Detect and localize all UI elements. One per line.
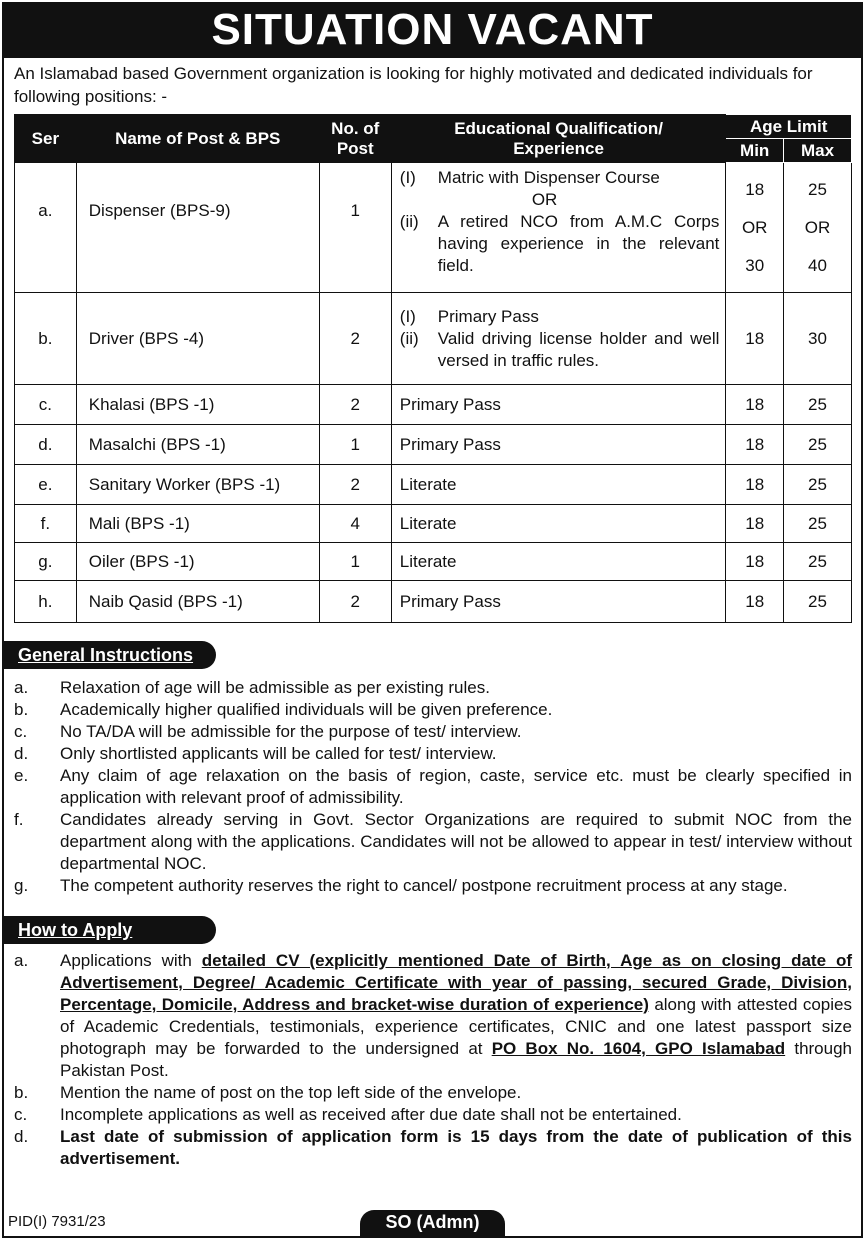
row-ser: e.	[15, 465, 77, 505]
list-item	[14, 677, 852, 699]
apply-a-cv-requirements: detailed CV (explicitly mentioned Date of Birth, Age as on closing date of Advertisement, Degree/ Academic Certificate with year of passing, secured Grade, Division, Percentage, Domicile, Address and bracket-wise duration of experience)	[60, 951, 852, 1014]
row-post-name: Sanitary Worker (BPS -1)	[76, 465, 319, 505]
qual-text: A retired NCO from A.M.C Corps having experience in the relevant field.	[437, 212, 720, 275]
table-row	[15, 425, 852, 465]
item-text: Candidates already serving in Govt. Sector Organizations are required to submit NOC from the department along with the applications. Candidates will not be allowed to appear in test/ interview without departmental NOC.	[60, 810, 852, 873]
qual-num: (ii)	[399, 212, 419, 231]
list-item	[14, 950, 852, 1082]
row-qualification: Literate	[391, 465, 726, 505]
item-text: Academically higher qualified individuals will be given preference.	[60, 700, 553, 719]
row-no-of-post: 2	[319, 385, 391, 425]
list-item	[14, 875, 852, 897]
item-text	[60, 950, 852, 1082]
row-age-max: 25	[784, 505, 852, 543]
item-label: e.	[14, 766, 29, 785]
row-post-name: Mali (BPS -1)	[76, 505, 319, 543]
item-label: d.	[14, 744, 29, 763]
apply-heading-text: How to Apply	[18, 920, 133, 940]
row-qualification: Primary Pass	[391, 385, 726, 425]
item-text: Last date of submission of application form is 15 days from the date of publication of this advertisement.	[60, 1127, 852, 1168]
item-text: Any claim of age relaxation on the basis of region, caste, service etc. must be clearly specified in application with relevant proof of admissibility.	[60, 766, 852, 807]
row-qualification: Primary Pass	[391, 581, 726, 623]
row-age-max	[784, 163, 852, 293]
item-label: a.	[14, 951, 29, 970]
row-ser: g.	[15, 543, 77, 581]
item-label: b.	[14, 1083, 29, 1102]
row-age-max: 30	[784, 293, 852, 385]
row-no-of-post: 1	[319, 543, 391, 581]
apply-a-mid: along with attested copies of Academic Credentials, testimonials, experience certificates, CNIC and one latest passport size photograph may be forwarded to the undersigned at	[60, 995, 852, 1058]
intro-text: An Islamabad based Government organization is looking for highly motivated and dedicated individuals for following positions: -	[14, 64, 813, 106]
item-label: a.	[14, 678, 29, 697]
item-text: Relaxation of age will be admissible as per existing rules.	[60, 678, 490, 697]
general-instructions-list	[14, 677, 852, 897]
age-value: 25	[808, 179, 827, 199]
row-post-name: Masalchi (BPS -1)	[76, 425, 319, 465]
row-ser: b.	[15, 293, 77, 385]
header-qualification	[391, 115, 726, 163]
table-row	[15, 543, 852, 581]
age-value: 40	[808, 255, 827, 275]
row-qualification: Literate	[391, 543, 726, 581]
item-text: Mention the name of post on the top left side of the envelope.	[60, 1083, 522, 1102]
header-min: Min	[726, 139, 784, 163]
age-value: 30	[745, 255, 765, 275]
header-qual-line1: Educational Qualification/	[454, 118, 663, 138]
row-age-max: 25	[784, 465, 852, 505]
row-ser: a.	[15, 163, 77, 293]
row-age-max: 25	[784, 581, 852, 623]
table-row	[15, 581, 852, 623]
row-age-min: 18	[726, 543, 784, 581]
row-ser: h.	[15, 581, 77, 623]
po-box-address: PO Box No. 1604, GPO Islamabad	[491, 1039, 786, 1058]
header-max: Max	[784, 139, 852, 163]
how-to-apply-list	[14, 950, 852, 1170]
row-ser: c.	[15, 385, 77, 425]
qual-text: Primary Pass	[437, 306, 539, 326]
table-row	[15, 385, 852, 425]
header-age-limit: Age Limit	[726, 115, 852, 139]
page-title: SITUATION VACANT	[2, 2, 863, 58]
row-post-name: Oiler (BPS -1)	[76, 543, 319, 581]
list-item	[14, 765, 852, 809]
age-value: OR	[804, 217, 831, 237]
header-no-of-post	[319, 115, 391, 163]
signatory: SO (Admn)	[360, 1210, 505, 1238]
item-label: d.	[14, 1127, 29, 1146]
list-item	[14, 1082, 852, 1104]
qual-text: Matric with Dispenser Course	[437, 168, 660, 187]
general-heading-text: General Instructions	[18, 645, 194, 665]
row-qualification: Literate	[391, 505, 726, 543]
item-text: Incomplete applications as well as received after due date shall not be entertained.	[60, 1105, 682, 1124]
list-item	[14, 699, 852, 721]
list-item	[14, 1126, 852, 1170]
row-age-min: 18	[726, 505, 784, 543]
apply-a-pre: Applications with	[60, 951, 202, 970]
item-label: c.	[14, 1105, 28, 1124]
qual-text: Valid driving license holder and well versed in traffic rules.	[437, 328, 720, 370]
table-row	[15, 293, 852, 385]
header-no-line1: No. of	[331, 118, 380, 138]
row-no-of-post: 2	[319, 293, 391, 385]
item-label: b.	[14, 700, 29, 719]
row-no-of-post: 2	[319, 465, 391, 505]
row-ser: d.	[15, 425, 77, 465]
row-age-min: 18	[726, 385, 784, 425]
item-label: f.	[14, 810, 24, 829]
row-age-max: 25	[784, 425, 852, 465]
row-no-of-post: 1	[319, 425, 391, 465]
age-value: OR	[741, 217, 768, 237]
row-qualification	[391, 163, 726, 293]
general-instructions-heading	[4, 641, 216, 669]
table-row	[15, 505, 852, 543]
item-text: The competent authority reserves the right to cancel/ postpone recruitment process at any stage.	[60, 876, 788, 895]
header-name: Name of Post & BPS	[76, 115, 319, 163]
row-age-min: 18	[726, 581, 784, 623]
item-text: No TA/DA will be admissible for the purpose of test/ interview.	[60, 722, 522, 741]
age-value: 18	[745, 179, 765, 199]
list-item	[14, 809, 852, 875]
row-age-min: 18	[726, 465, 784, 505]
item-text: Only shortlisted applicants will be called for test/ interview.	[60, 744, 497, 763]
row-age-min: 18	[726, 425, 784, 465]
header-qual-line2: Experience	[513, 138, 604, 158]
header-no-line2: Post	[336, 138, 374, 158]
row-post-name: Dispenser (BPS-9)	[76, 163, 319, 293]
row-age-min: 18	[726, 293, 784, 385]
apply-a-post: through Pakistan Post.	[60, 1039, 852, 1080]
qual-or: OR	[531, 190, 558, 209]
row-qualification: Primary Pass	[391, 425, 726, 465]
row-no-of-post: 4	[319, 505, 391, 543]
table-row	[15, 465, 852, 505]
list-item	[14, 1104, 852, 1126]
row-ser: f.	[15, 505, 77, 543]
row-post-name: Naib Qasid (BPS -1)	[76, 581, 319, 623]
how-to-apply-heading	[4, 916, 216, 944]
positions-table	[14, 114, 852, 623]
item-label: g.	[14, 876, 29, 895]
row-post-name: Khalasi (BPS -1)	[76, 385, 319, 425]
row-age-min	[726, 163, 784, 293]
header-ser: Ser	[15, 115, 77, 163]
row-qualification	[391, 293, 726, 385]
table-row	[15, 163, 852, 293]
row-age-max: 25	[784, 385, 852, 425]
row-no-of-post: 2	[319, 581, 391, 623]
pid-number: PID(I) 7931/23	[8, 1213, 106, 1230]
qual-num: (I)	[399, 306, 416, 326]
qual-num: (I)	[399, 168, 416, 187]
list-item	[14, 721, 852, 743]
row-age-max: 25	[784, 543, 852, 581]
row-post-name: Driver (BPS -4)	[76, 293, 319, 385]
item-label: c.	[14, 722, 28, 741]
list-item	[14, 743, 852, 765]
qual-num: (ii)	[399, 328, 419, 348]
row-no-of-post: 1	[319, 163, 391, 293]
